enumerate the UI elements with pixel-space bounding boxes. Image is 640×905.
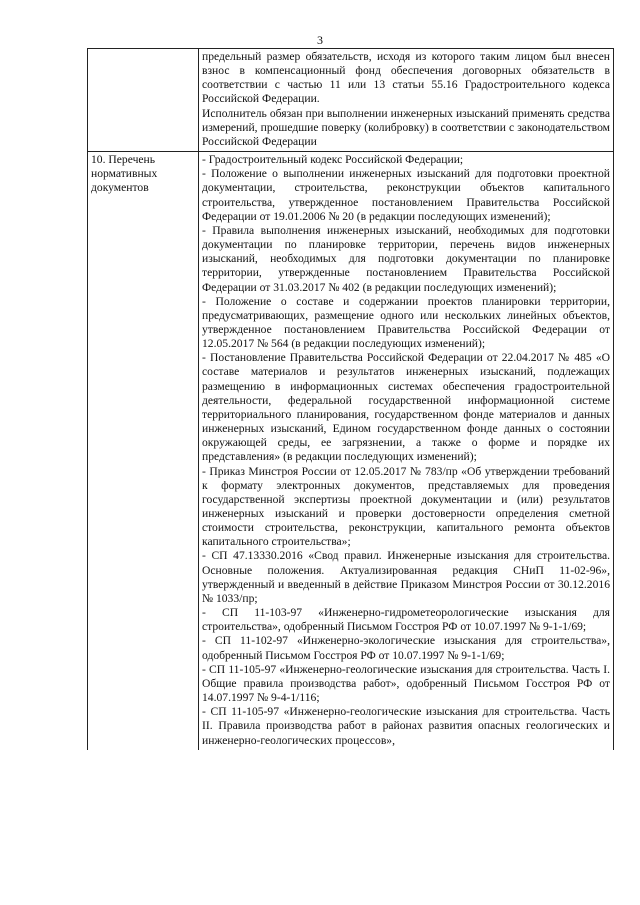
list-item: - СП 11-103-97 «Инженерно-гидрометеорологические изыскания для строительства», одобренный Письмом Госстроя РФ от 10.07.1997 № 9-1-1/69; [202,606,610,634]
list-item: - Правила выполнения инженерных изысканий, необходимых для подготовки документации по планировке территории, перечень видов инженерных изысканий, необходимых для подготовки документации по планировке территории, утвержденные постановлением Правительства Российской Федерации от 31.03.2017 № 402 (в редакции последующих изменений); [202,223,610,294]
row-content [199,49,614,152]
terms-table [87,48,614,750]
list-item: - Постановление Правительства Российской Федерации от 22.04.2017 № 485 «О составе материалов и результатов инженерных изысканий, подлежащих размещению в информационных системах обеспечения градостроительной деятельности, федеральной государственной информационной системе территориального планирования, государственном фонде материалов и данных инженерных изысканий, Едином государственном фонде данных о состоянии окружающей среды, ее загрязнении, а также о форме и порядке их представления» (в редакции последующих изменений); [202,351,610,464]
row-content [199,152,614,750]
list-item: - СП 11-102-97 «Инженерно-экологические изыскания для строительства», одобренный Письмом Госстроя РФ от 10.07.1997 № 9-1-1/69; [202,634,610,662]
table-row [88,49,614,152]
list-item: - Градостроительный кодекс Российской Федерации; [202,153,464,167]
paragraph: предельный размер обязательств, исходя из которого таким лицом был внесен взнос в компенсационный фонд обеспечения договорных обязательств в соответствии с частью 11 или 13 статьи 55.16 Градостроительного кодекса Российской Федерации. [202,50,610,106]
list-item: - СП 11-105-97 «Инженерно-геологические изыскания для строительства. Часть II. Правила производства работ в районах развития опасных геологических и инженерно-геологических процессов», [202,705,610,747]
list-item: - СП 11-105-97 «Инженерно-геологические изыскания для строительства. Часть I. Общие правила производства работ», одобренный Письмом Госстроя РФ от 14.07.1997 № 9-4-1/116; [202,662,610,705]
list-item: - Положение о составе и содержании проектов планировки территории, предусматривающих, размещение одного или нескольких линейных объектов, утвержденное постановлением Правительства Российской Федерации от 12.05.2017 № 564 (в редакции последующих изменений); [202,294,610,351]
list-item: - СП 47.13330.2016 «Свод правил. Инженерные изыскания для строительства. Основные положения. Актуализированная редакция СНиП 11-02-96», утвержденный и введенный в действие Приказом Минстроя России от 30.12.2016 № 1033/пр; [202,549,610,605]
row-label [88,49,199,152]
row-label: 10. Перечень нормативных документов [88,152,199,750]
table-row [88,152,614,750]
paragraph: Исполнитель обязан при выполнении инженерных изысканий применять средства измерений, прошедшие поверку (колибровку) в соответствии с законодательством Российской Федерации [202,106,610,148]
list-item: - Приказ Минстроя России от 12.05.2017 № 783/пр «Об утверждении требований к формату электронных документов, представляемых для проведения государственной экспертизы проектной документации и (или) результатов инженерных изысканий и проверки достоверности определения сметной стоимости строительства, реконструкции, капитального ремонта объектов капитального строительства»; [202,464,610,549]
list-item: - Положение о выполнении инженерных изысканий для подготовки проектной документации, строительства, реконструкции объектов капитального строительства, утвержденное постановлением Правительства Российской Федерации от 19.01.2006 № 20 (в редакции последующих изменений); [202,167,610,223]
page-number: 3 [317,33,323,47]
